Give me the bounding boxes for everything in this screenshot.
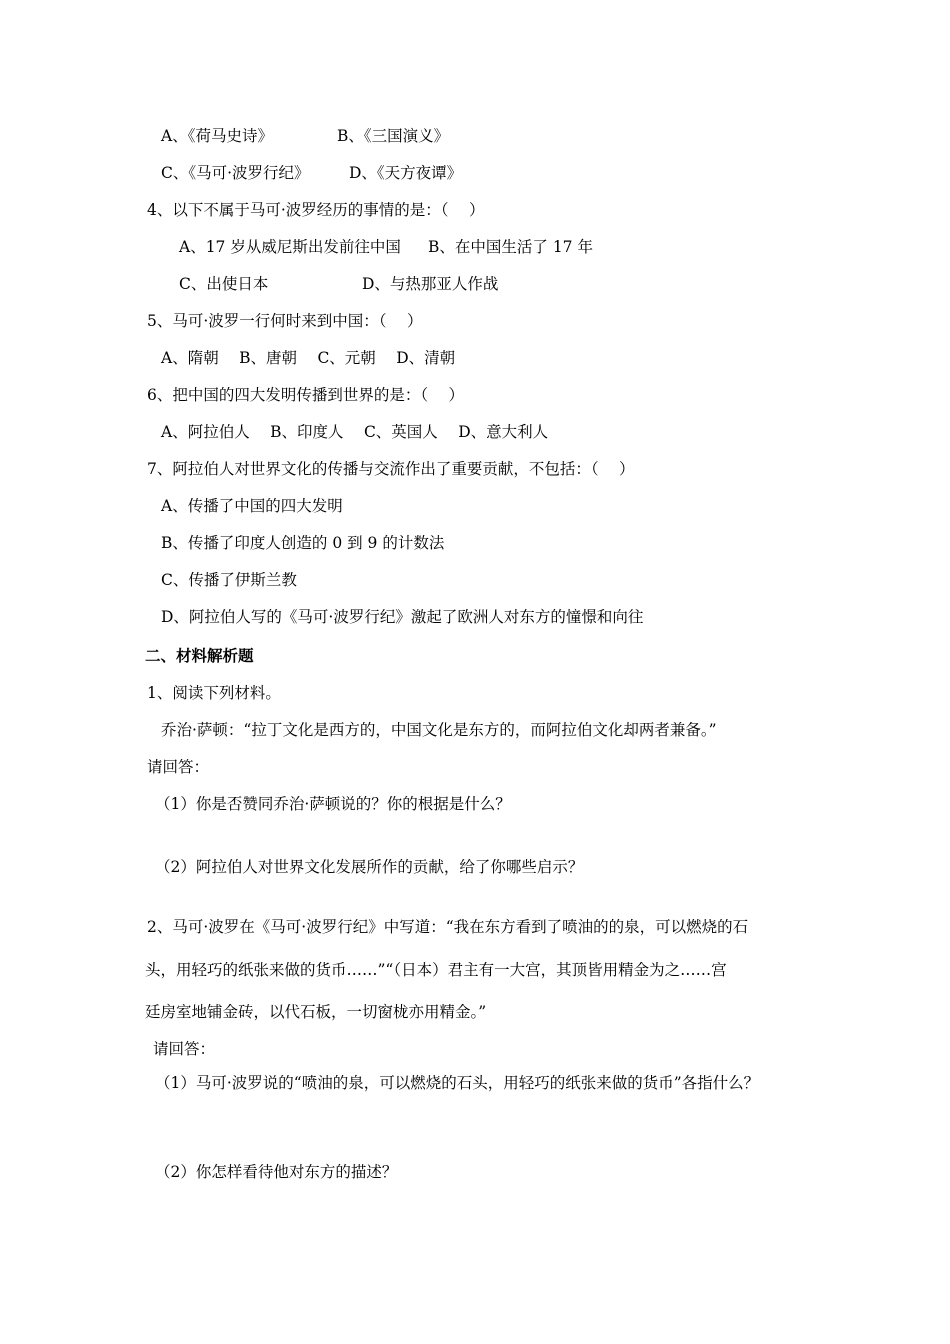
q6-options: A、阿拉伯人 B、印度人 C、英国人 D、意大利人 (161, 423, 549, 441)
q7-stem: 7、阿拉伯人对世界文化的传播与交流作出了重要贡献，不包括：（ ） (147, 460, 635, 478)
q7-option-a: A、传播了中国的四大发明 (161, 497, 343, 515)
q4-option-c: C、出使日本 (179, 275, 269, 293)
q4-option-a: A、17 岁从威尼斯出发前往中国 (179, 238, 401, 256)
q3-option-a: A、《荷马史诗》 (161, 127, 273, 145)
q7-option-d: D、阿拉伯人写的《马可·波罗行纪》激起了欧洲人对东方的憧憬和向往 (161, 608, 644, 626)
q4-stem: 4、以下不属于马可·波罗经历的事情的是：（ ） (147, 201, 485, 219)
q7-option-b: B、传播了印度人创造的 0 到 9 的计数法 (161, 534, 445, 552)
material1-prompt: 请回答： (147, 758, 210, 776)
q7-option-c: C、传播了伊斯兰教 (161, 571, 297, 589)
q3-option-b: B、《三国演义》 (337, 127, 450, 145)
material1-question2: （2）阿拉伯人对世界文化发展所作的贡献，给了你哪些启示？ (155, 858, 584, 876)
material2-line3: 廷房室地铺金砖，以代石板，一切窗栊亦用精金。” (145, 1003, 487, 1021)
material2-question1: （1）马可·波罗说的“喷油的泉，可以燃烧的石头，用轻巧的纸张来做的货币”各指什么？ (155, 1074, 760, 1092)
q4-option-d: D、与热那亚人作战 (362, 275, 499, 293)
section-heading: 二、材料解析题 (145, 646, 254, 665)
q5-stem: 5、马可·波罗一行何时来到中国：（ ） (147, 312, 423, 330)
material2-line1: 2、马可·波罗在《马可·波罗行纪》中写道：“我在东方看到了喷油的的泉，可以燃烧的石 (147, 918, 749, 936)
material1-question1: （1）你是否赞同乔治·萨顿说的？你的根据是什么？ (155, 795, 511, 813)
material2-prompt: 请回答： (153, 1040, 216, 1058)
material2-question2: （2）你怎样看待他对东方的描述？ (155, 1163, 398, 1181)
q3-option-d: D、《天方夜谭》 (349, 164, 463, 182)
material1-quote: 乔治·萨顿：“拉丁文化是西方的，中国文化是东方的，而阿拉伯文化却两者兼备。” (161, 721, 717, 739)
q4-option-b: B、在中国生活了 17 年 (428, 238, 593, 256)
q3-option-c: C、《马可·波罗行纪》 (161, 164, 310, 182)
material2-line2: 头，用轻巧的纸张来做的货币……”“（日本）君主有一大宫，其顶皆用精金为之……宫 (145, 961, 727, 979)
q5-options: A、隋朝 B、唐朝 C、元朝 D、清朝 (161, 349, 456, 367)
material1-intro: 1、阅读下列材料。 (147, 684, 281, 702)
q6-stem: 6、把中国的四大发明传播到世界的是：（ ） (147, 386, 465, 404)
